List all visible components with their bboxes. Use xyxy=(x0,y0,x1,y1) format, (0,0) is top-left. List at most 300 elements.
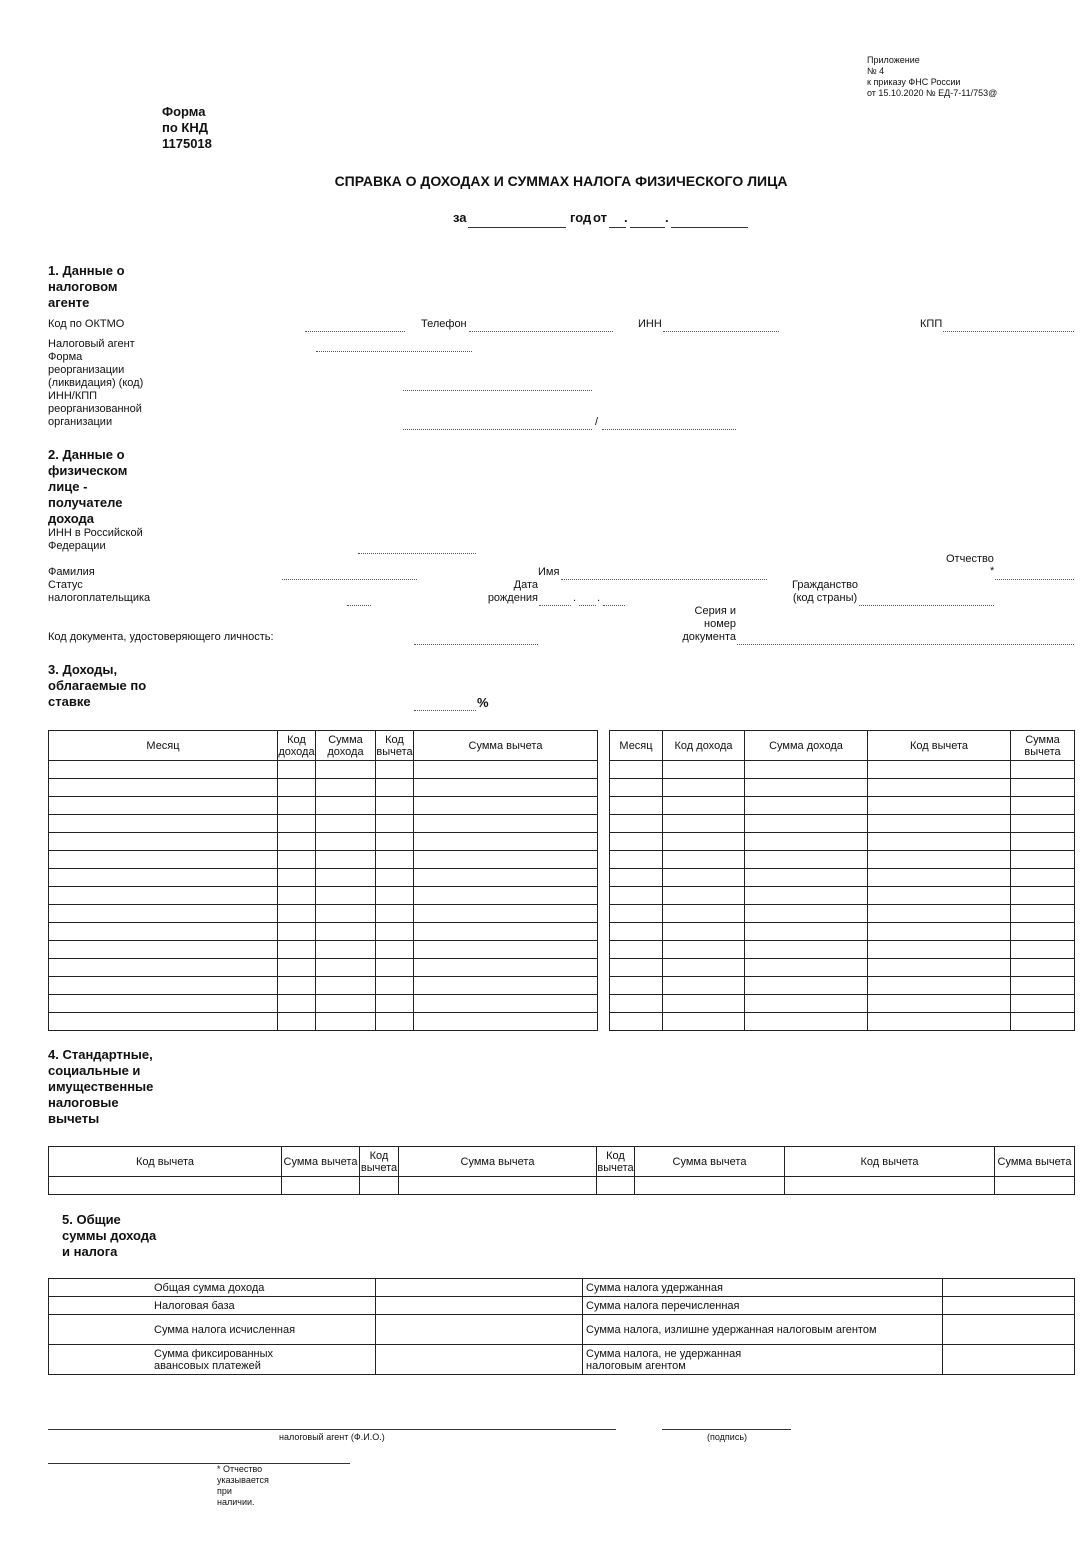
table-row xyxy=(610,851,1075,869)
table-cell[interactable] xyxy=(414,941,598,959)
period-dot: . xyxy=(624,210,628,225)
surname-label: Фамилия xyxy=(48,566,95,578)
table-row xyxy=(49,797,598,815)
reorg-label-line: реорганизации xyxy=(48,364,125,376)
table-cell[interactable] xyxy=(414,779,598,797)
section2-title xyxy=(48,447,127,527)
label-line: авансовых платежей xyxy=(154,1359,261,1372)
table-row xyxy=(610,887,1075,905)
table-cell[interactable] xyxy=(1011,941,1075,959)
table-cell[interactable] xyxy=(1011,959,1075,977)
table-row xyxy=(49,887,598,905)
col-header-line: вычета xyxy=(1024,745,1061,758)
deductions-table xyxy=(48,1146,1075,1195)
table-cell[interactable] xyxy=(610,815,663,833)
section-title-line: агенте xyxy=(48,295,90,310)
section-title-line: и налога xyxy=(62,1244,118,1259)
table-cell[interactable] xyxy=(376,887,414,905)
table-cell[interactable] xyxy=(376,797,414,815)
table-cell[interactable] xyxy=(414,851,598,869)
table-cell[interactable] xyxy=(610,941,663,959)
table-cell[interactable] xyxy=(49,1177,282,1195)
table-row xyxy=(49,1013,598,1031)
doc-series-field[interactable] xyxy=(737,644,1074,645)
table-row xyxy=(610,905,1075,923)
table-cell[interactable] xyxy=(610,779,663,797)
tax-excess-value[interactable] xyxy=(943,1315,1075,1345)
table-cell[interactable] xyxy=(868,797,1011,815)
birth-year-field[interactable] xyxy=(603,605,625,606)
period-from-label: от xyxy=(593,210,607,225)
table-cell[interactable] xyxy=(663,833,745,851)
tax-calc-label: Сумма налога исчисленная xyxy=(49,1315,376,1345)
table-cell[interactable] xyxy=(49,851,278,869)
table-cell[interactable] xyxy=(282,1177,360,1195)
table-cell[interactable] xyxy=(316,905,376,923)
table-row xyxy=(49,815,598,833)
table-cell[interactable] xyxy=(1011,1013,1075,1031)
citizenship-label-line: (код страны) xyxy=(792,592,858,604)
section-title-line: ставке xyxy=(48,694,91,709)
period-prefix: за xyxy=(453,210,467,225)
inn-rf-label-line: Федерации xyxy=(48,540,106,552)
table-cell[interactable] xyxy=(868,995,1011,1013)
table-cell[interactable] xyxy=(597,1177,635,1195)
col-header-line: Код xyxy=(606,1149,625,1162)
table-row xyxy=(610,761,1075,779)
table-cell[interactable] xyxy=(360,1177,399,1195)
table-cell[interactable] xyxy=(316,959,376,977)
table-row xyxy=(49,869,598,887)
table-cell[interactable] xyxy=(745,869,868,887)
col-header-line: дохода xyxy=(278,745,315,758)
col-header-line: Сумма xyxy=(328,733,363,746)
table-cell[interactable] xyxy=(278,905,316,923)
table-cell[interactable] xyxy=(868,761,1011,779)
table-cell[interactable] xyxy=(316,923,376,941)
tax-calc-value[interactable] xyxy=(376,1315,583,1345)
table-cell[interactable] xyxy=(49,833,278,851)
inn-field[interactable] xyxy=(663,331,779,332)
form-code-line: 1175018 xyxy=(162,136,212,151)
table-cell[interactable] xyxy=(663,977,745,995)
footnote-line: указывается xyxy=(217,1475,269,1485)
inn-rf-label-line: ИНН в Российской xyxy=(48,527,143,539)
table-cell[interactable] xyxy=(745,833,868,851)
table-cell[interactable] xyxy=(316,995,376,1013)
table-cell[interactable] xyxy=(278,779,316,797)
table-cell[interactable] xyxy=(745,851,868,869)
table-cell[interactable] xyxy=(278,815,316,833)
reorg-inn-label-line: ИНН/КПП xyxy=(48,390,98,402)
table-cell[interactable] xyxy=(278,761,316,779)
table-cell[interactable] xyxy=(868,941,1011,959)
appendix-line: № 4 xyxy=(867,66,885,76)
percent-sign: % xyxy=(477,695,489,710)
table-cell[interactable] xyxy=(745,761,868,779)
table-cell[interactable] xyxy=(610,923,663,941)
reorg-label-line: Форма xyxy=(48,351,83,363)
birth-label-line: Дата xyxy=(513,579,538,591)
table-cell[interactable] xyxy=(49,779,278,797)
table-cell[interactable] xyxy=(414,761,598,779)
table-cell[interactable] xyxy=(316,851,376,869)
citizenship-label xyxy=(790,579,860,605)
total-income-value[interactable] xyxy=(376,1279,583,1297)
table-cell[interactable] xyxy=(316,815,376,833)
kpp-field[interactable] xyxy=(943,331,1074,332)
table-cell[interactable] xyxy=(376,905,414,923)
col-header-month: Месяц xyxy=(49,731,278,761)
table-cell[interactable] xyxy=(1011,797,1075,815)
table-cell[interactable] xyxy=(414,995,598,1013)
table-cell[interactable] xyxy=(1011,905,1075,923)
table-cell[interactable] xyxy=(414,833,598,851)
table-row xyxy=(610,779,1075,797)
table-cell[interactable] xyxy=(663,797,745,815)
table-cell[interactable] xyxy=(49,941,278,959)
table-cell[interactable] xyxy=(745,923,868,941)
table-row xyxy=(49,833,598,851)
table-cell[interactable] xyxy=(278,833,316,851)
table-cell[interactable] xyxy=(868,815,1011,833)
table-cell[interactable] xyxy=(785,1177,995,1195)
doc-series-label-line: номер xyxy=(704,618,736,630)
period-day-field[interactable] xyxy=(609,227,626,228)
table-cell[interactable] xyxy=(376,761,414,779)
table-cell[interactable] xyxy=(868,869,1011,887)
table-cell[interactable] xyxy=(49,887,278,905)
table-cell[interactable] xyxy=(868,1013,1011,1031)
rate-field[interactable] xyxy=(414,710,476,711)
appendix-line: от 15.10.2020 № ЕД-7-11/753@ xyxy=(867,88,998,98)
period-month-field[interactable] xyxy=(630,227,665,228)
table-cell[interactable] xyxy=(610,1013,663,1031)
footnote-line: * Отчество xyxy=(217,1464,263,1474)
table-cell[interactable] xyxy=(610,869,663,887)
table-cell[interactable] xyxy=(1011,779,1075,797)
table-row xyxy=(610,833,1075,851)
form-code-line: Форма xyxy=(162,104,206,119)
label-line: налоговым агентом xyxy=(586,1359,686,1372)
table-cell[interactable] xyxy=(316,887,376,905)
name-label: Имя xyxy=(538,566,560,578)
table-cell[interactable] xyxy=(663,815,745,833)
citizenship-field[interactable] xyxy=(859,605,994,606)
table-cell[interactable] xyxy=(635,1177,785,1195)
col-header-line: дохода xyxy=(327,745,364,758)
inn-rf-field[interactable] xyxy=(358,553,476,554)
table-cell[interactable] xyxy=(663,869,745,887)
inn-rf-label xyxy=(48,527,143,553)
table-cell[interactable] xyxy=(316,1013,376,1031)
table-cell[interactable] xyxy=(663,995,745,1013)
table-cell[interactable] xyxy=(49,797,278,815)
table-cell[interactable] xyxy=(316,761,376,779)
agent-field[interactable] xyxy=(316,351,472,352)
table-cell[interactable] xyxy=(663,779,745,797)
table-cell[interactable] xyxy=(376,851,414,869)
table-cell[interactable] xyxy=(49,1013,278,1031)
section1-title xyxy=(48,263,125,311)
table-cell[interactable] xyxy=(610,851,663,869)
section-title-line: физическом xyxy=(48,463,128,478)
table-cell[interactable] xyxy=(49,977,278,995)
section-title-line: социальные и xyxy=(48,1063,141,1078)
table-cell[interactable] xyxy=(1011,851,1075,869)
table-cell[interactable] xyxy=(316,779,376,797)
reorg-inn-field[interactable] xyxy=(403,429,592,430)
tax-withheld-label: Сумма налога удержанная xyxy=(583,1279,943,1297)
tax-not-withheld-label xyxy=(583,1345,943,1375)
table-cell[interactable] xyxy=(376,923,414,941)
table-cell[interactable] xyxy=(414,797,598,815)
table-cell[interactable] xyxy=(1011,869,1075,887)
table-row xyxy=(49,1297,1075,1315)
reorg-field[interactable] xyxy=(403,390,592,391)
col-header-deduction-code xyxy=(597,1147,635,1177)
section5-title xyxy=(62,1212,156,1260)
table-cell[interactable] xyxy=(278,995,316,1013)
table-cell[interactable] xyxy=(278,851,316,869)
table-row xyxy=(610,959,1075,977)
table-cell[interactable] xyxy=(414,1013,598,1031)
table-cell[interactable] xyxy=(868,851,1011,869)
table-cell[interactable] xyxy=(376,941,414,959)
table-cell[interactable] xyxy=(663,887,745,905)
oktmo-field[interactable] xyxy=(305,331,405,332)
oktmo-label: Код по ОКТМО xyxy=(48,318,125,330)
table-cell[interactable] xyxy=(414,869,598,887)
table-cell[interactable] xyxy=(49,761,278,779)
table-cell[interactable] xyxy=(745,905,868,923)
reorg-inn-label-line: реорганизованной xyxy=(48,403,142,415)
birth-month-field[interactable] xyxy=(579,605,596,606)
col-header-income-sum: Сумма дохода xyxy=(745,731,868,761)
col-header-deduction-sum: Сумма вычета xyxy=(399,1147,597,1177)
table-cell[interactable] xyxy=(414,905,598,923)
table-cell[interactable] xyxy=(745,995,868,1013)
signature-caption: (подпись) xyxy=(707,1432,748,1442)
kpp-label: КПП xyxy=(920,318,943,330)
section-title-line: 4. Стандартные, xyxy=(48,1047,153,1062)
col-header-deduction-sum xyxy=(1011,731,1075,761)
table-cell[interactable] xyxy=(49,995,278,1013)
col-header-income-code xyxy=(278,731,316,761)
table-cell[interactable] xyxy=(278,959,316,977)
reorg-kpp-field[interactable] xyxy=(602,429,736,430)
table-cell[interactable] xyxy=(995,1177,1075,1195)
appendix-line: Приложение xyxy=(867,55,920,65)
table-cell[interactable] xyxy=(868,833,1011,851)
col-header-line: вычета xyxy=(597,1161,634,1174)
table-row xyxy=(610,923,1075,941)
table-cell[interactable] xyxy=(745,1013,868,1031)
agent-fio-line[interactable] xyxy=(48,1429,616,1430)
table-cell[interactable] xyxy=(1011,815,1075,833)
table-cell[interactable] xyxy=(376,959,414,977)
table-cell[interactable] xyxy=(868,779,1011,797)
appendix-line: к приказу ФНС России xyxy=(867,77,961,87)
col-header-line: Код xyxy=(287,733,306,746)
table-cell[interactable] xyxy=(376,977,414,995)
table-cell[interactable] xyxy=(1011,977,1075,995)
table-cell[interactable] xyxy=(414,923,598,941)
section-title-line: 1. Данные о xyxy=(48,263,125,278)
table-cell[interactable] xyxy=(868,959,1011,977)
table-cell[interactable] xyxy=(414,887,598,905)
section3-title xyxy=(48,662,146,710)
footnote-divider xyxy=(48,1463,350,1464)
reorg-label-line: (ликвидация) (код) xyxy=(48,377,144,389)
label-line: Сумма налога, не удержанная xyxy=(586,1347,742,1360)
table-cell[interactable] xyxy=(414,977,598,995)
signature-line[interactable] xyxy=(662,1429,791,1430)
section-title-line: налоговые xyxy=(48,1095,119,1110)
table-cell[interactable] xyxy=(745,815,868,833)
table-cell[interactable] xyxy=(610,761,663,779)
table-row xyxy=(49,977,598,995)
reorg-label xyxy=(48,351,143,390)
label-line: Сумма фиксированных xyxy=(154,1347,274,1360)
table-cell[interactable] xyxy=(376,815,414,833)
table-cell[interactable] xyxy=(868,887,1011,905)
table-row xyxy=(610,797,1075,815)
table-cell[interactable] xyxy=(868,923,1011,941)
table-cell[interactable] xyxy=(1011,923,1075,941)
table-cell[interactable] xyxy=(278,887,316,905)
period-year-field[interactable] xyxy=(468,227,566,228)
table-cell[interactable] xyxy=(376,1013,414,1031)
table-cell[interactable] xyxy=(376,779,414,797)
table-cell[interactable] xyxy=(610,995,663,1013)
tax-not-withheld-value[interactable] xyxy=(943,1345,1075,1375)
table-cell[interactable] xyxy=(745,941,868,959)
table-cell[interactable] xyxy=(49,815,278,833)
table-cell[interactable] xyxy=(1011,833,1075,851)
table-cell[interactable] xyxy=(610,959,663,977)
status-field[interactable] xyxy=(347,605,371,606)
table-row xyxy=(49,1177,1075,1195)
col-header-income-code: Код дохода xyxy=(663,731,745,761)
asterisk-mark: * xyxy=(990,565,995,577)
col-header-deduction-sum: Сумма вычета xyxy=(635,1147,785,1177)
table-cell[interactable] xyxy=(376,869,414,887)
table-cell[interactable] xyxy=(49,959,278,977)
col-header-deduction-code: Код вычета xyxy=(868,731,1011,761)
table-cell[interactable] xyxy=(399,1177,597,1195)
reorg-inn-label xyxy=(48,390,142,429)
table-cell[interactable] xyxy=(663,923,745,941)
table-cell[interactable] xyxy=(316,797,376,815)
tax-base-value[interactable] xyxy=(376,1297,583,1315)
table-cell[interactable] xyxy=(663,959,745,977)
table-cell[interactable] xyxy=(316,833,376,851)
table-cell[interactable] xyxy=(868,905,1011,923)
table-cell[interactable] xyxy=(376,995,414,1013)
table-cell[interactable] xyxy=(610,887,663,905)
table-cell[interactable] xyxy=(278,977,316,995)
surname-field[interactable] xyxy=(282,579,417,580)
appendix-note xyxy=(867,55,997,99)
tax-transferred-label: Сумма налога перечисленная xyxy=(583,1297,943,1315)
col-header-deduction-code: Код вычета xyxy=(49,1147,282,1177)
table-cell[interactable] xyxy=(414,815,598,833)
table-cell[interactable] xyxy=(745,887,868,905)
table-cell[interactable] xyxy=(1011,887,1075,905)
table-cell[interactable] xyxy=(610,797,663,815)
section-title-line: налоговом xyxy=(48,279,118,294)
total-income-label: Общая сумма дохода xyxy=(49,1279,376,1297)
table-cell[interactable] xyxy=(610,977,663,995)
doc-code-label: Код документа, удостоверяющего личность: xyxy=(48,631,274,643)
page-title: СПРАВКА О ДОХОДАХ И СУММАХ НАЛОГА ФИЗИЧЕСКОГО ЛИЦА xyxy=(334,173,788,189)
tax-excess-label: Сумма налога, излишне удержанная налоговым агентом xyxy=(583,1315,943,1345)
birth-day-field[interactable] xyxy=(539,605,571,606)
table-cell[interactable] xyxy=(663,941,745,959)
table-cell[interactable] xyxy=(745,779,868,797)
table-cell[interactable] xyxy=(278,1013,316,1031)
doc-code-field[interactable] xyxy=(414,644,538,645)
table-cell[interactable] xyxy=(49,923,278,941)
table-cell[interactable] xyxy=(414,959,598,977)
name-field[interactable] xyxy=(561,579,767,580)
table-cell[interactable] xyxy=(316,869,376,887)
table-cell[interactable] xyxy=(1011,761,1075,779)
table-row xyxy=(49,779,598,797)
table-cell[interactable] xyxy=(376,833,414,851)
table-cell[interactable] xyxy=(1011,995,1075,1013)
table-cell[interactable] xyxy=(278,923,316,941)
period-date-year-field[interactable] xyxy=(671,227,748,228)
table-cell[interactable] xyxy=(316,941,376,959)
tax-withheld-value[interactable] xyxy=(943,1279,1075,1297)
form-code xyxy=(162,104,212,152)
table-cell[interactable] xyxy=(745,797,868,815)
col-header-deduction-sum: Сумма вычета xyxy=(995,1147,1075,1177)
table-cell[interactable] xyxy=(49,869,278,887)
table-cell[interactable] xyxy=(745,959,868,977)
table-cell[interactable] xyxy=(278,869,316,887)
table-row xyxy=(49,851,598,869)
tax-base-label: Налоговая база xyxy=(49,1297,376,1315)
table-cell[interactable] xyxy=(745,977,868,995)
table-cell[interactable] xyxy=(49,905,278,923)
section-title-line: лице - xyxy=(48,479,88,494)
table-cell[interactable] xyxy=(663,1013,745,1031)
table-cell[interactable] xyxy=(868,977,1011,995)
income-table-left xyxy=(48,730,598,1031)
table-cell[interactable] xyxy=(610,905,663,923)
table-cell[interactable] xyxy=(278,941,316,959)
table-cell[interactable] xyxy=(663,851,745,869)
table-row xyxy=(49,941,598,959)
phone-field[interactable] xyxy=(469,331,613,332)
table-cell[interactable] xyxy=(610,833,663,851)
section-title-line: 5. Общие xyxy=(62,1212,121,1227)
tax-transferred-value[interactable] xyxy=(943,1297,1075,1315)
table-cell[interactable] xyxy=(316,977,376,995)
phone-label: Телефон xyxy=(421,318,467,330)
col-header-deduction-code xyxy=(376,731,414,761)
table-cell[interactable] xyxy=(278,797,316,815)
table-cell[interactable] xyxy=(663,905,745,923)
fixed-payments-label xyxy=(49,1345,376,1375)
patronymic-field[interactable] xyxy=(995,579,1074,580)
birth-label xyxy=(487,579,538,605)
fixed-payments-value[interactable] xyxy=(376,1345,583,1375)
table-cell[interactable] xyxy=(663,761,745,779)
